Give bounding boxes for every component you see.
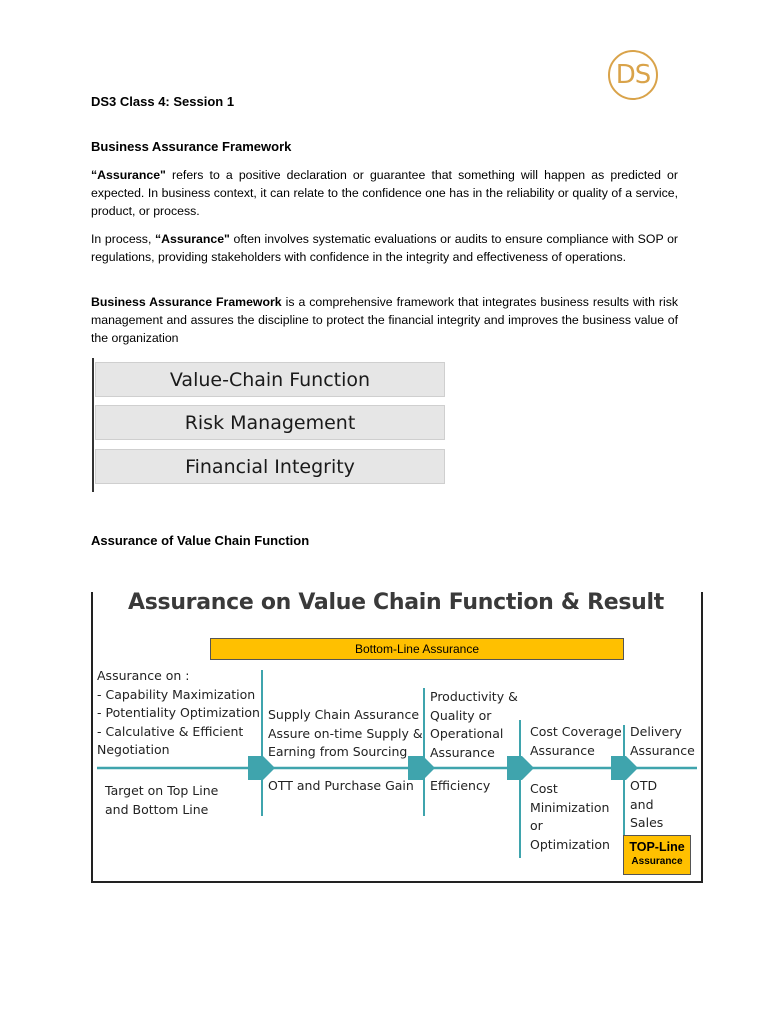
text-line: Assurance	[530, 742, 595, 758]
col3-top-text	[430, 688, 518, 762]
col5-bottom-text	[630, 777, 663, 833]
text-line: and Bottom Line	[105, 801, 209, 817]
logo-text: DS	[615, 60, 651, 90]
col5-top-text	[630, 723, 695, 760]
stack-box-risk-management: Risk Management	[95, 405, 445, 440]
paragraph-text: is a comprehensive framework that integrates business results with risk management and assures the discipline to protect the financial integrity and improves the business value of the organization	[91, 295, 678, 345]
stack-left-rule	[92, 358, 94, 492]
text-line: Cost Coverage	[530, 724, 622, 739]
text-line: Supply Chain Assurance	[268, 707, 420, 722]
section-heading-business-assurance: Business Assurance Framework	[91, 139, 292, 154]
col1-top-text	[97, 667, 260, 760]
text-line: - Capability Maximization	[97, 686, 256, 702]
term-business-assurance-framework: Business Assurance Framework	[91, 295, 282, 309]
text-line: Assurance	[630, 742, 695, 758]
stack-box-financial-integrity: Financial Integrity	[95, 449, 445, 484]
top-line-sublabel: Assurance	[631, 856, 683, 867]
text-line: Target on Top Line	[105, 783, 219, 798]
paragraph-text: often involves systematic evaluations or audits to ensure compliance with SOP or regulations, providing stakeholders with confidence in the integrity and effectiveness of operations.	[91, 232, 678, 264]
text-line: Assurance on :	[97, 668, 190, 683]
text-line: Efficiency	[430, 778, 491, 793]
text-line: Productivity &	[430, 689, 518, 704]
text-line: Minimization	[530, 799, 610, 815]
paragraph-assurance-definition	[91, 166, 678, 220]
col2-bottom-text	[268, 777, 414, 796]
text-line: and	[630, 796, 654, 812]
bottom-line-assurance-box: Bottom-Line Assurance	[210, 638, 624, 660]
page-title: DS3 Class 4: Session 1	[91, 94, 235, 109]
text-line: or	[530, 818, 543, 833]
text-line: Sales	[630, 815, 664, 830]
top-line-label: TOP-Line	[629, 840, 685, 854]
section-heading-value-chain: Assurance of Value Chain Function	[91, 533, 310, 548]
col3-bottom-text	[430, 777, 490, 796]
text-line: Negotiation	[97, 742, 170, 757]
value-chain-diagram	[91, 592, 701, 883]
text-line: OTT and Purchase Gain	[268, 778, 414, 793]
col4-top-text	[530, 723, 622, 760]
paragraph-assurance-process	[91, 230, 678, 266]
ds-logo	[608, 50, 658, 100]
paragraph-text: refers to a positive declaration or guarantee that something will happen as predicted or expected. In business context, it can relate to the confidence one has in the reliability or quality of a service, product, or process.	[91, 168, 678, 218]
text-line: - Calculative & Efficient	[97, 723, 244, 739]
text-line: Assurance	[430, 744, 495, 760]
text-line: Quality or	[430, 707, 492, 723]
text-line: Optimization	[530, 836, 610, 852]
top-line-assurance-box	[623, 835, 691, 875]
col1-bottom-text	[105, 782, 218, 819]
text-line: Cost	[530, 781, 558, 796]
paragraph-text: In process,	[91, 232, 156, 246]
text-line: - Potentiality Optimization	[97, 705, 260, 720]
col4-bottom-text	[530, 780, 610, 854]
text-line: Operational	[430, 726, 504, 741]
term-assurance: “Assurance"	[155, 232, 230, 246]
text-line: OTD	[630, 778, 658, 793]
term-assurance: “Assurance"	[91, 168, 166, 182]
text-line: Earning from Sourcing	[268, 744, 408, 759]
col2-top-text	[268, 706, 423, 762]
text-line: Delivery	[630, 724, 682, 739]
text-line: Assure on-time Supply &	[268, 725, 423, 741]
stack-box-value-chain: Value-Chain Function	[95, 362, 445, 397]
paragraph-framework-definition	[91, 293, 678, 347]
diagram-title: Assurance on Value Chain Function & Result	[128, 590, 664, 615]
